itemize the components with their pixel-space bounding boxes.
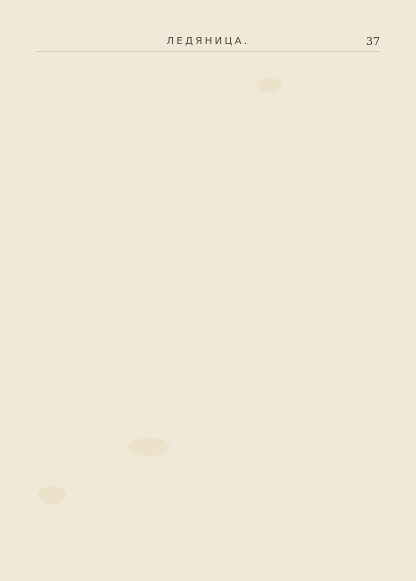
paper-stain bbox=[128, 438, 170, 456]
header-divider bbox=[36, 51, 380, 52]
body-text bbox=[36, 58, 380, 59]
paper-stain bbox=[38, 486, 66, 504]
paper-stain bbox=[256, 78, 282, 92]
running-title: ЛЕДЯНИЦА. bbox=[166, 36, 250, 47]
page-header bbox=[36, 36, 380, 52]
page-number: 37 bbox=[366, 35, 380, 48]
